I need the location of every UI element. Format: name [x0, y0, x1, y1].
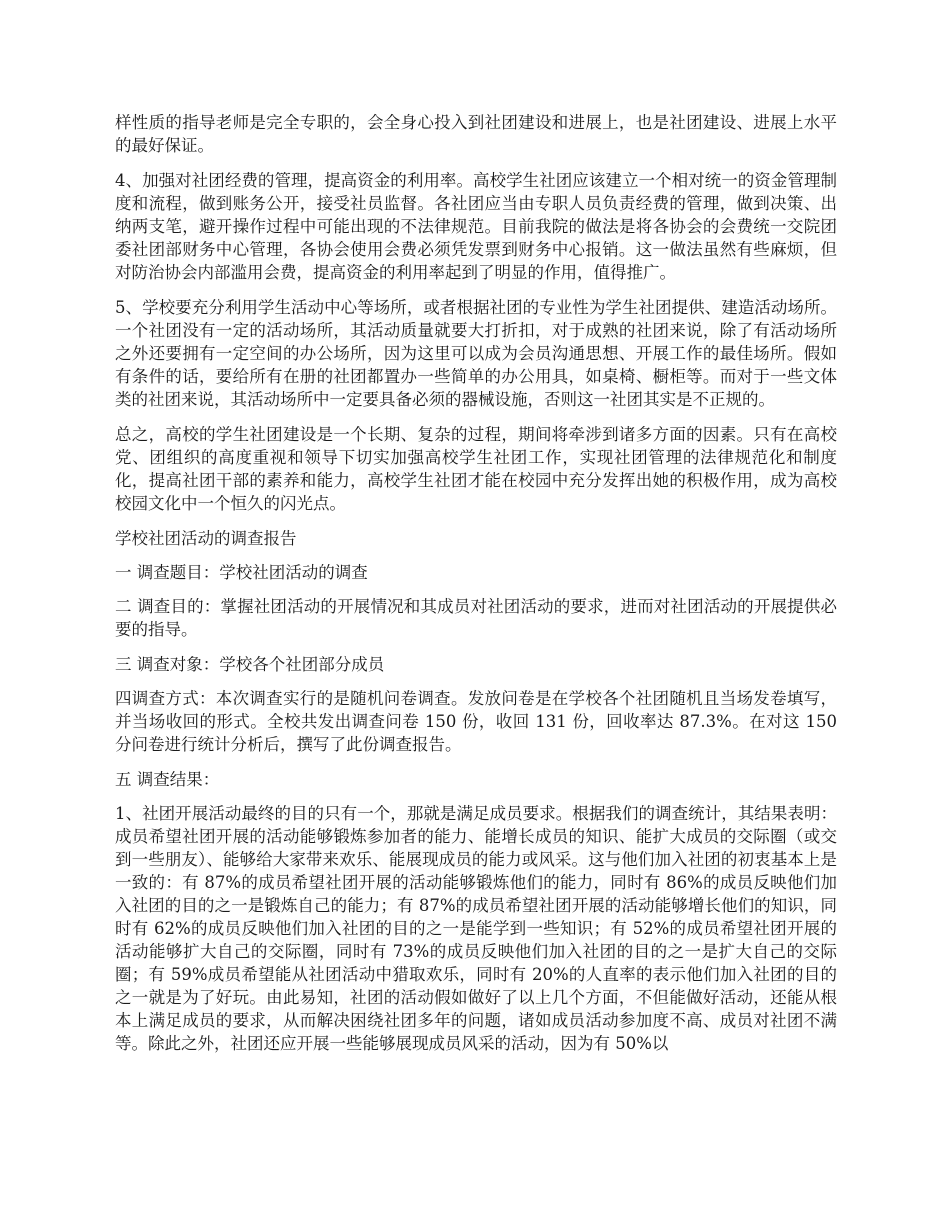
paragraph-advisor-guarantee: 样性质的指导老师是完全专职的，会全身心投入到社团建设和进展上，也是社团建设、进展上水平的最好保证。 [115, 113, 837, 155]
paragraph-funding-management: 4、加强对社团经费的管理，提高资金的利用率。高校学生社团应该建立一个相对统一的资金管理制度和流程，做到账务公开，接受社员监督。各社团应当由专职人员负责经费的管理，做到决策、出纳两支笔，避开操作过程中可能出现的不法律规范。目前我院的做法是将各协会的会费统一交院团委社团部财务中心管理，各协会使用会费必须凭发票到财务中心报销。这一做法虽然有些麻烦，但对防治协会内部滥用会费，提高资金的利用率起到了明显的作用，值得推广。 [115, 171, 837, 282]
survey-method: 四调查方式：本次调查实行的是随机问卷调查。发放问卷是在学校各个社团随机且当场发卷填写，并当场收回的形式。全校共发出调查问卷 150 份，收回 131 份，回收率达 87.3%。在对这 150 分问卷进行统计分析后，撰写了此份调查报告。 [115, 689, 837, 754]
survey-subjects: 三 调查对象：学校各个社团部分成员 [115, 655, 385, 674]
paragraph-activity-venues: 5、学校要充分利用学生活动中心等场所，或者根据社团的专业性为学生社团提供、建造活动场所。一个社团没有一定的活动场所，其活动质量就要大打折扣，对于成熟的社团来说，除了有活动场所之外还要拥有一定空间的办公场所，因为这里可以成为会员沟通思想、开展工作的最佳场所。假如有条件的话，要给所有在册的社团都置办一些简单的办公用具，如桌椅、橱柜等。而对于一些文体类的社团来说，其活动场所中一定要具备必须的器械设施，否则这一社团其实是不正规的。 [115, 298, 837, 409]
survey-results-item-1: 1、社团开展活动最终的目的只有一个，那就是满足成员要求。根据我们的调查统计，其结果表明：成员希望社团开展的活动能够锻炼参加者的能力、能增长成员的知识、能扩大成员的交际圈（或交到一些朋友）、能够给大家带来欢乐、能展现成员的能力或风采。这与他们加入社团的初衷基本上是一致的：有 87%的成员希望社团开展的活动能够锻炼他们的能力，同时有 86%的成员反映他们加入社团的目的之一是锻炼自己的能力；有 87%的成员希望社团开展的活动能够增长他们的知识，同时有 62%的成员反映他们加入社团的目的之一是能学到一些知识；有 52%的成员希望社团开展的活动能够扩大自己的交际圈，同时有 73%的成员反映他们加入社团的目的之一是扩大自己的交际圈；有 59%成员希望能从社团活动中猎取欢乐，同时有 20%的人直率的表示他们加入社团的目的之一就是为了好玩。由此易知，社团的活动假如做好了以上几个方面，不但能做好活动，还能从根本上满足成员的要求，从而解决困绕社团多年的问题，诸如成员活动参加度不高、成员对社团不满等。除此之外，社团还应开展一些能够展现成员风采的活动，因为有 50%以 [115, 804, 837, 1053]
survey-results-heading: 五 调查结果： [115, 770, 220, 789]
document-page [115, 111, 837, 1067]
survey-topic: 一 调查题目：学校社团活动的调查 [115, 563, 368, 582]
report-title: 学校社团活动的调查报告 [115, 529, 297, 548]
paragraph-conclusion: 总之，高校的学生社团建设是一个长期、复杂的过程，期间将牵涉到诸多方面的因素。只有在高校党、团组织的高度重视和领导下切实加强高校学生社团工作，实现社团管理的法律规范化和制度化，提高社团干部的素养和能力，高校学生社团才能在校园中充分发挥出她的积极作用，成为高校校园文化中一个恒久的闪光点。 [115, 425, 837, 513]
survey-purpose: 二 调查目的：掌握社团活动的开展情况和其成员对社团活动的要求，进而对社团活动的开展提供必要的指导。 [115, 597, 837, 639]
